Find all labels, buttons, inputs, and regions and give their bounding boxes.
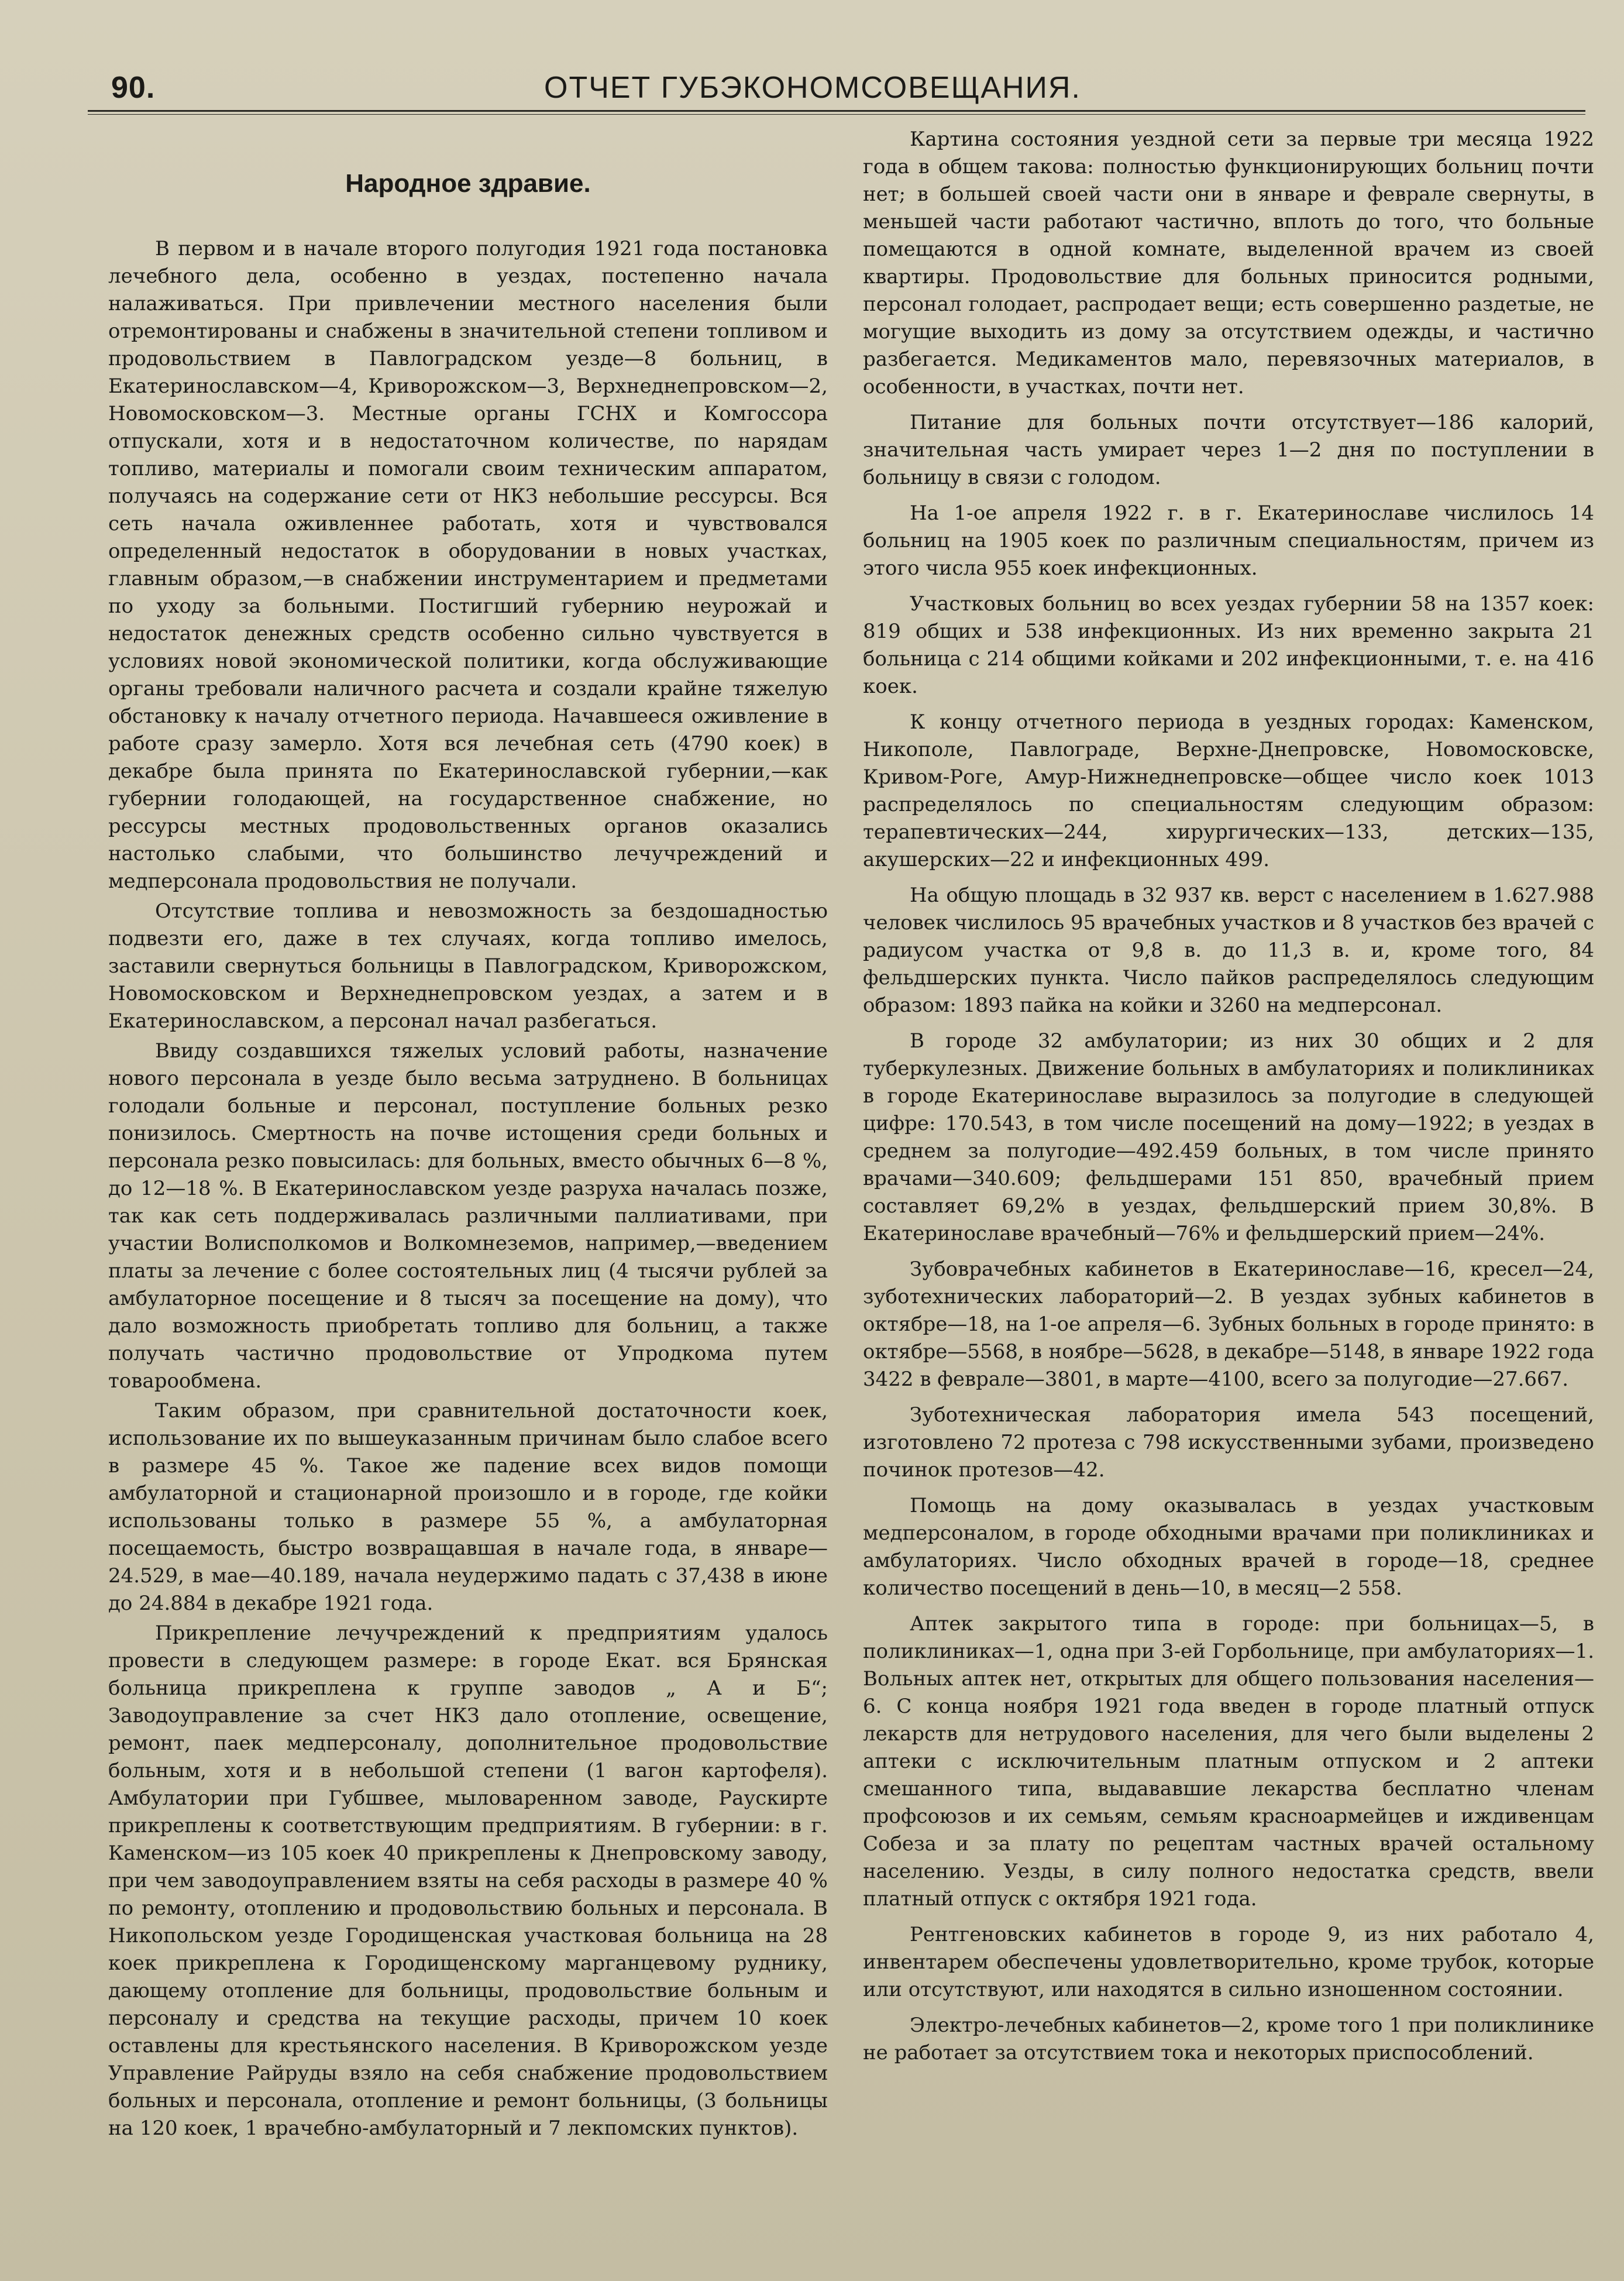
paragraph: Участковых больниц во всех уездах губернии 58 на 1357 коек: 819 общих и 538 инфекционных. Из них временно закрыта 21 больница с 214 общими койками и 202 инфекционными, т. е. на 416 коек. (863, 592, 1594, 698)
paragraph: На общую площадь в 32 937 кв. верст с населением в 1.627.988 человек числилось 95 врачебных участков и 8 участков без врачей с радиусом участка от 9,8 в. до 11,3 в. и, кроме того, 84 фельдшерских пункта. Число пайков распределялось следующим образом: 1893 пайка на койки и 3260 на медперсонал. (863, 884, 1594, 1017)
paragraph: Картина состояния уездной сети за первые три месяца 1922 года в общем такова: полностью функционирующих больниц почти нет; в большей своей части они в январе и феврале свернуты, в меньшей части работают частично, вплоть до того, что больные помещаются в одной комнате, выделенной врачем из своей квартиры. Продовольствие для больных приносится родными, персонал голодает, распродает вещи; есть совершенно раздетые, не могущие выходить из дому за отсутствием одежды, и частично разбегается. Медикаментов мало, перевязочных материалов, в особенности, в участках, почти нет. (863, 128, 1594, 399)
paragraph: Отсутствие топлива и невозможность за бездошадностью подвезти его, даже в тех случаях, когда топливо имелось, заставили свернуться больницы в Павлоградском, Криворожском, Новомосковском и Верхнеднепровском уездах, а затем и в Екатеринославском, а персонал начал разбегаться. (108, 899, 828, 1033)
paragraph: На 1-ое апреля 1922 г. в г. Екатеринославе числилось 14 больниц на 1905 коек по различным специальностям, причем из этого числа 955 коек инфекционных. (863, 501, 1594, 580)
header-rule (88, 110, 1585, 115)
right-column (863, 126, 1594, 2256)
paragraph: Рентгеновских кабинетов в городе 9, из них работало 4, инвентарем обеспечены удовлетворительно, кроме трубок, которые или отсутствуют, или находятся в сильно изношенном состоянии. (863, 1923, 1594, 2001)
paragraph: В городе 32 амбулатории; из них 30 общих и 2 для туберкулезных. Движение больных в амбулаториях и поликлиниках в городе Екатеринославе выразилось за полугодие в следующей цифре: 170.543, в том числе посещений на дому—1922; в уездах в среднем за полугодие—492.459 больных, в том числе принято врачами—340.609; фельдшерами 151 850, врачебный прием составляет 69,2% в уездах, фельдшерский прием 30,8%. В Екатеринославе врачебный—76% и фельдшерский прием—24%. (863, 1029, 1594, 1245)
left-column (108, 126, 828, 2256)
paragraph: Ввиду создавшихся тяжелых условий работы, назначение нового персонала в уезде было весьма затруднено. В больницах голодали больные и персонал, поступление больных резко понизилось. Смертность на почве истощения среди больных и персонала резко повысилась: для больных, вместо обычных 6—8 %, до 12—18 %. В Екатеринославском уезде разруха началась позже, так как сеть поддерживалась различными паллиативами, при участии Волисполкомов и Волкомнеземов, например,—введением платы за лечение с более состоятельных лиц (4 тысячи рублей за амбулаторное посещение и 8 тысяч за посещение на дому), что дало возможность приобретать топливо для больниц, а также получать частично продовольствие от Упродкома путем товарообмена. (108, 1039, 828, 1393)
running-title: ОТЧЕТ ГУБЭКОНОМСОВЕЩАНИЯ. (544, 71, 1081, 105)
paragraph: Аптек закрытого типа в городе: при больницах—5, в поликлиниках—1, одна при 3-ей Горбольнице, при амбулаториях—1. Вольных аптек нет, открытых для общего пользования населения—6. С конца ноября 1921 года введен в городе платный отпуск лекарств для нетрудового населения, для чего были выделены 2 аптеки с исключительным платным отпуском и 2 аптеки смешанного типа, выдававшие лекарства бесплатно членам профсоюзов и их семьям, семьям красноармейцев и иждивенцам Собеза и за плату по рецептам частных врачей остальному населению. Уезды, в силу полного недостатка средств, ввели платный отпуск с октября 1921 года. (863, 1612, 1594, 1911)
paragraph: Электро-лечебных кабинетов—2, кроме того 1 при поликлинике не работает за отсутствием тока и некоторых приспособлений. (863, 2014, 1594, 2064)
paragraph: Прикрепление лечучреждений к предприятиям удалось провести в следующем размере: в городе Екат. вся Брянская больница прикреплена к группе заводов „ А и Б“; Заводоуправление за счет НКЗ дало отопление, освещение, ремонт, паек медперсоналу, дополнительное продовольствие больным, хотя и в небольшой степени (1 вагон картофеля). Амбулатории при Губшвее, мыловаренном заводе, Раускирте прикреплены к соответствующим предприятиям. В губернии: в г. Каменском—из 105 коек 40 прикреплены к Днепровскому заводу, при чем заводоуправлением взяты на себя расходы в размере 40 % по ремонту, отоплению и продовольствию больных и персонала. В Никопольском уезде Городищенская участковая больница на 28 коек прикреплена к Городищенскому марганцевому руднику, дающему отопление для больницы, продовольствие больным и персоналу и средства на текущие расходы, причем 10 коек оставлены для крестьянского населения. В Криворожском уезде Управление Райруды взяло на себя снабжение продовольствием больных и персонала, отопление и ремонт больницы, (3 больницы на 120 коек, 1 врачебно-амбулаторный и 7 лекпомских пунктов). (108, 1622, 828, 2140)
page-number: 90. (111, 71, 156, 105)
paragraph: Зубоврачебных кабинетов в Екатеринославе—16, кресел—24, зуботехнических лабораторий—2. В уездах зубных кабинетов в октябре—18, на 1-ое апреля—6. Зубных больных в городе принято: в октябре—5568, в ноябре—5628, в декабре—5148, в январе 1922 года 3422 в феврале—3801, в марте—4100, всего за полугодие—27.667. (863, 1258, 1594, 1391)
paragraph: Зуботехническая лаборатория имела 543 посещений, изготовлено 72 протеза с 798 искусственными зубами, произведено починок протезов—42. (863, 1403, 1594, 1482)
section-heading: Народное здравие. (345, 169, 591, 198)
paragraph: К концу отчетного периода в уездных городах: Каменском, Никополе, Павлограде, Верхне-Днепровске, Новомосковске, Кривом-Роге, Амур-Нижнеднепровске—общее число коек 1013 распределялось по специальностям следующим образом: терапевтических—244, хирургических—133, детских—135, акушерских—22 и инфекционных 499. (863, 710, 1594, 871)
paragraph: Таким образом, при сравнительной достаточности коек, использование их по вышеуказанным причинам было слабое всего в размере 45 %. Такое же падение всех видов помощи амбулаторной и стационарной произошло и в городе, где койки использованы только в размере 55 %, а амбулаторная посещаемость, быстро возвращавшая в начале года, в январе—24.529, в мае—40.189, начала неудержимо падать с 37,438 в июне до 24.884 в декабре 1921 года. (108, 1399, 828, 1615)
page-header (88, 59, 1585, 117)
paragraph: В первом и в начале второго полугодия 1921 года постановка лечебного дела, особенно в уездах, постепенно начала налаживаться. При привлечении местного населения были отремонтированы и снабжены в значительной степени топливом и продовольствием в Павлоградском уезде—8 больниц, в Екатеринославском—4, Криворожском—3, Верхнеднепровском—2, Новомосковском—3. Местные органы ГСНХ и Комгоссора отпускали, хотя и в недостаточном количестве, по нарядам топливо, материалы и помогали своим техническим аппаратом, получаясь на содержание сети от НКЗ небольшие рессурсы. Вся сеть начала оживленнее работать, хотя и чувствовался определенный недостаток в оборудовании в новых участках, главным образом,—в снабжении инструментарием и предметами по уходу за больными. Постигший губернию неурожай и недостаток денежных средств особенно сильно чувствуется в условиях новой экономической политики, когда обслуживающие органы требовали наличного расчета и создали крайне тяжелую обстановку к началу отчетного периода. Начавшееся оживление в работе сразу замерло. Хотя вся лечебная сеть (4790 коек) в декабре была принята по Екатеринославской губернии,—как губернии голодающей, на государственное снабжение, но рессурсы местных продовольственных органов оказались настолько слабыми, что большинство лечучреждений и медперсонала продовольствия не получали. (108, 237, 828, 893)
paragraph: Питание для больных почти отсутствует—186 калорий, значительная часть умирает через 1—2 дня по поступлении в больницу в связи с голодом. (863, 411, 1594, 489)
paragraph: Помощь на дому оказывалась в уездах участковым медперсоналом, в городе обходными врачами при поликлиниках и амбулаториях. Число обходных врачей в городе—18, среднее количество посещений в день—10, в месяц—2 558. (863, 1494, 1594, 1600)
